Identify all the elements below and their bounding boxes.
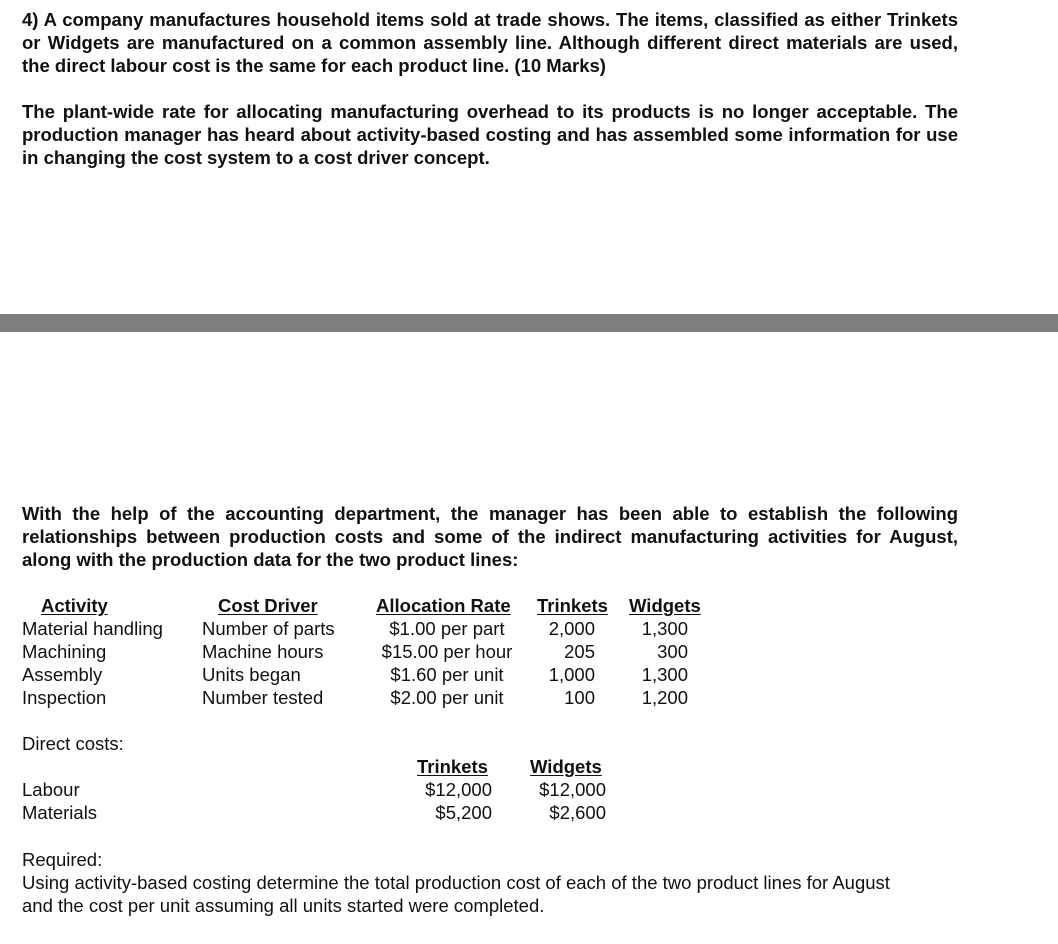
activity-cell: Assembly: [22, 664, 103, 685]
cost-driver-cell: Units began: [202, 664, 301, 685]
allocation-rate-cell: $15.00 per hour: [381, 641, 513, 662]
widgets-cell: 300: [657, 641, 688, 662]
widgets-column: [620, 594, 710, 709]
cost-driver-header: Cost Driver: [218, 595, 318, 616]
cost-driver-column: [202, 594, 362, 709]
direct-costs-trinkets-header: Trinkets: [417, 756, 488, 777]
direct-cost-widgets-cell: $12,000: [539, 779, 606, 800]
intro-paragraph-2: The plant-wide rate for allocating manufacturing overhead to its products is no longer acceptable. The production manager has heard about activity-based costing and has assembled some information for use in changing the cost system to a cost driver concept.: [22, 101, 958, 168]
direct-costs-trinkets-column: [412, 755, 496, 824]
activity-cell: Material handling: [22, 618, 163, 639]
cost-driver-cell: Number tested: [202, 687, 324, 708]
trinkets-cell: 1,000: [548, 664, 595, 685]
trinkets-header: Trinkets: [537, 595, 608, 616]
widgets-header: Widgets: [629, 595, 701, 616]
required-label: Required:: [22, 849, 103, 870]
activity-header: Activity: [41, 595, 108, 616]
direct-costs-row-labels: [22, 778, 97, 824]
widgets-cell: 1,200: [641, 687, 688, 708]
direct-costs-widgets-header: Widgets: [530, 756, 602, 777]
direct-cost-trinkets-cell: $12,000: [425, 779, 492, 800]
direct-cost-trinkets-cell: $5,200: [435, 802, 492, 823]
activity-column: [22, 594, 192, 709]
section-divider: [0, 314, 1058, 332]
direct-costs-widgets-column: [526, 755, 610, 824]
required-text: Using activity-based costing determine the total production cost of each of the two product lines for August and the cost per unit assuming all units started were completed.: [22, 872, 890, 916]
intro-paragraph-1: 4) A company manufactures household items sold at trade shows. The items, classified as either Trinkets or Widgets are manufactured on a common assembly line. Although different direct materials are used, the direct labour cost is the same for each product line. (10 Marks): [22, 9, 958, 76]
trinkets-cell: 100: [564, 687, 595, 708]
trinkets-cell: 2,000: [548, 618, 595, 639]
direct-cost-label: Materials: [22, 802, 98, 823]
direct-costs-label: Direct costs:: [22, 733, 124, 754]
allocation-rate-column: [364, 594, 530, 709]
activity-cell: Inspection: [22, 687, 107, 708]
allocation-rate-cell: $2.00 per unit: [390, 687, 504, 708]
allocation-rate-cell: $1.00 per part: [389, 618, 505, 639]
allocation-rate-cell: $1.60 per unit: [390, 664, 504, 685]
trinkets-column: [533, 594, 617, 709]
intro-paragraph-3: With the help of the accounting department, the manager has been able to establish the following relationships between production costs and some of the indirect manufacturing activities for August, along with the production data for the two product lines:: [22, 503, 958, 570]
trinkets-cell: 205: [564, 641, 595, 662]
cost-driver-cell: Machine hours: [202, 641, 324, 662]
direct-cost-label: Labour: [22, 779, 80, 800]
allocation-rate-header: Allocation Rate: [376, 595, 511, 616]
widgets-cell: 1,300: [641, 664, 688, 685]
direct-cost-widgets-cell: $2,600: [549, 802, 606, 823]
cost-driver-cell: Number of parts: [202, 618, 335, 639]
activity-cell: Machining: [22, 641, 107, 662]
widgets-cell: 1,300: [641, 618, 688, 639]
